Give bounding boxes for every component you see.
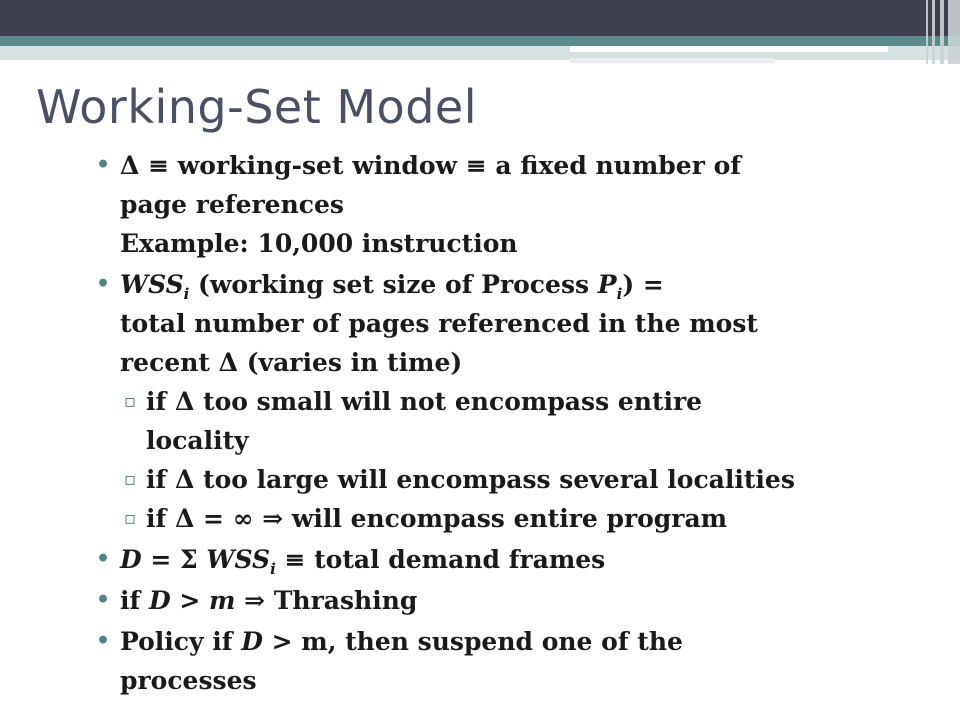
bullet-text-line: page references [120, 190, 344, 219]
subbullet-icon: ▫ [124, 508, 137, 529]
bullet-text-line: if Δ too large will encompass several localities [146, 465, 795, 494]
header-accent-strip [570, 46, 888, 52]
bullet-text-line [120, 622, 934, 661]
subbullet-delta-infinite [94, 499, 934, 538]
sum-symbol: = Σ [141, 545, 207, 574]
bullet-text-line: locality [146, 426, 249, 455]
policy-text: > m, then suspend one of the [262, 627, 683, 656]
bullet-text-line: Example: 10,000 instruction [120, 229, 518, 258]
subbullet-icon: ▫ [124, 469, 137, 490]
thrashing-text: ⇒ Thrashing [235, 586, 418, 615]
bullet-icon: • [96, 546, 111, 572]
slide-title: Working-Set Model [36, 80, 477, 134]
header-corner-lines [926, 0, 960, 64]
subbullet-delta-small [94, 382, 934, 460]
header-bar-teal [0, 36, 960, 46]
header-bar-dark [0, 0, 960, 36]
bullet-text-line: total number of pages referenced in the most [120, 309, 758, 338]
bullet-icon: • [96, 628, 111, 654]
process-subscript: i [616, 285, 623, 303]
m-term: m [209, 586, 236, 615]
greater-than: > [170, 586, 210, 615]
wss-subscript: i [183, 285, 190, 303]
bullet-policy [94, 622, 934, 700]
bullet-text-line: recent Δ (varies in time) [120, 348, 463, 377]
subbullet-delta-large [94, 460, 934, 499]
slide-body [94, 144, 934, 700]
bullet-text-line: if Δ too small will not encompass entire [146, 387, 703, 416]
bullet-text-line [120, 265, 934, 304]
bullet-icon: • [96, 587, 111, 613]
wss-equals: ) = [622, 270, 664, 299]
bullet-working-set-window [94, 146, 934, 263]
bullet-wss-definition [94, 265, 934, 382]
process-term: P [597, 270, 617, 299]
bullet-text-line: if Δ = ∞ ⇒ will encompass entire program [146, 504, 728, 533]
bullet-text-line [120, 581, 934, 620]
wss-description: (working set size of Process [189, 270, 598, 299]
bullet-text-line: processes [120, 666, 257, 695]
wss-term: WSS [120, 270, 184, 299]
bullet-thrashing [94, 581, 934, 620]
d-term: D [148, 586, 171, 615]
d-term: D [241, 627, 263, 656]
subbullet-icon: ▫ [124, 391, 137, 412]
header-accent-strip-lower [570, 58, 775, 63]
bullet-icon: • [96, 271, 111, 297]
wss-subscript: i [270, 560, 276, 578]
bullet-text-line [120, 540, 934, 579]
policy-prefix: Policy if [120, 627, 242, 656]
d-term: D [120, 545, 142, 574]
bullet-total-demand [94, 540, 934, 579]
if-word: if [120, 586, 149, 615]
bullet-text-line: Δ ≡ working-set window ≡ a fixed number of [120, 151, 741, 180]
demand-description: ≡ total demand frames [275, 545, 606, 574]
wss-term: WSS [206, 545, 271, 574]
bullet-icon: • [96, 152, 111, 178]
